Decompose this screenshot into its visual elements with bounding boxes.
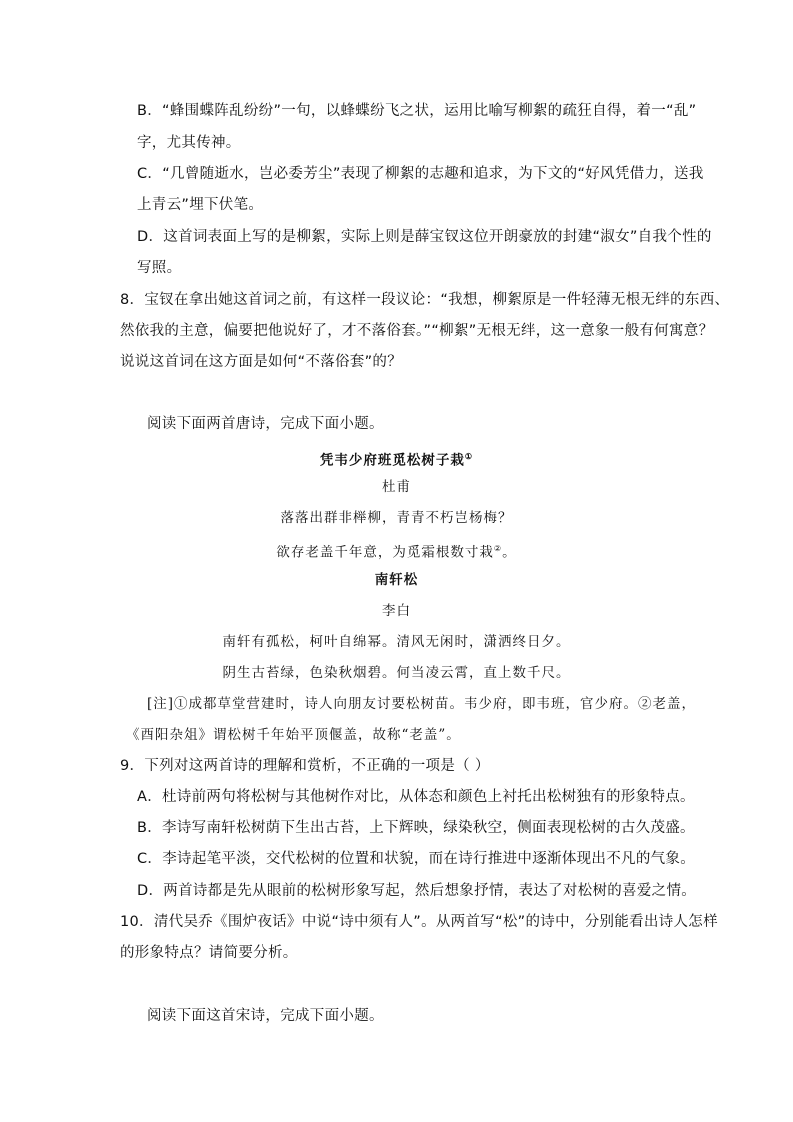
- q7-option-b-line1: B．“蜂围蝶阵乱纷纷”一句，以蜂蝶纷飞之状，运用比喻写柳絮的疏狂自得，着一“乱”: [137, 103, 697, 119]
- q7-option-b-line2: 字，尤其传神。: [137, 135, 241, 151]
- section2-intro: 阅读下面两首唐诗，完成下面小题。: [147, 416, 384, 432]
- poem1-author: 杜甫: [382, 479, 411, 495]
- q8-line2: 然依我的主意，偏要把他说好了，才不落俗套。”“柳絮”无根无绊，这一意象一般有何寓意？: [120, 323, 714, 339]
- q7-option-d-line2: 写照。: [137, 260, 182, 276]
- q7-option-c-line1: C．“几曾随逝水，岂必委芳尘”表现了柳絮的志趣和追求，为下文的“好风凭借力，送我: [137, 166, 704, 182]
- q9-option-a: A．杜诗前两句将松树与其他树作对比，从体态和颜色上衬托出松树独有的形象特点。: [137, 789, 695, 805]
- poem1-title: 凭韦少府班觅松树子栽①: [319, 451, 474, 469]
- poem2-author: 李白: [382, 603, 411, 619]
- q8-line1: 8．宝钗在拿出她这首词之前，有这样一段议论：“我想，柳絮原是一件轻薄无根无绊的东西、: [120, 292, 730, 308]
- q9-stem: 9．下列对这两首诗的理解和赏析，不正确的一项是（ ）: [120, 758, 490, 774]
- section3-intro: 阅读下面这首宋诗，完成下面小题。: [147, 1008, 384, 1024]
- poem1-line1: 落落出群非榉柳，青青不朽岂杨梅？: [280, 510, 513, 526]
- poem1-line2: 欲存老盖千年意，为觅霜根数寸栽②。: [276, 544, 517, 561]
- annotation-line1: [注]①成都草堂营建时，诗人向朋友讨要松树苗。韦少府，即韦班，官少府。②老盖，: [147, 696, 697, 712]
- q9-option-c: C．李诗起笔平淡，交代松树的位置和状貌，而在诗行推进中逐渐体现出不凡的气象。: [137, 851, 696, 867]
- q9-option-b: B．李诗写南轩松树荫下生出古苔，上下辉映，绿染秋空，侧面表现松树的古久茂盛。: [137, 820, 695, 836]
- annotation-line2: 《酉阳杂俎》谓松树千年始平顶偃盖，故称“老盖”。: [126, 727, 461, 743]
- poem2-title: 南轩松: [374, 572, 419, 588]
- q7-option-c-line2: 上青云”埋下伏笔。: [137, 197, 264, 213]
- q10-line2: 的形象特点？请简要分析。: [120, 945, 298, 961]
- q10-line1: 10．清代吴乔《围炉夜话》中说“诗中须有人”。从两首写“松”的诗中，分别能看出诗人怎样: [120, 914, 718, 930]
- q8-line3: 说说这首词在这方面是如何“不落俗套”的？: [120, 354, 403, 370]
- q9-option-d: D．两首诗都是先从眼前的松树形象写起，然后想象抒情，表达了对松树的喜爱之情。: [137, 883, 697, 899]
- poem2-line2: 阴生古苔绿，色染秋烟碧。何当凌云霄，直上数千尺。: [222, 665, 571, 681]
- poem2-line1: 南轩有孤松，柯叶自绵幂。清风无闲时，潇洒终日夕。: [222, 634, 571, 650]
- q7-option-d-line1: D．这首词表面上写的是柳絮，实际上则是薛宝钗这位开朗豪放的封建“淑女”自我个性的: [137, 229, 712, 245]
